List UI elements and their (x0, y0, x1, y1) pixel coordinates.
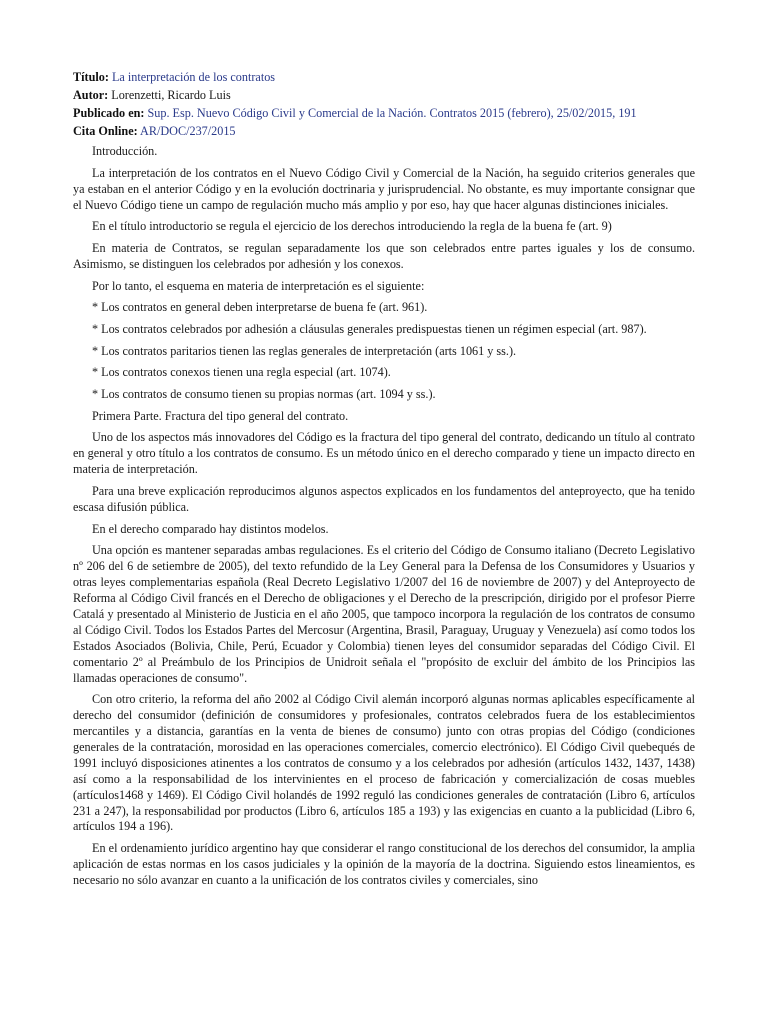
paragraph: En el ordenamiento jurídico argentino hay que considerar el rango constitucional de los derechos del consumidor, la amplia aplicación de estas normas en los casos judiciales y la opinión de la mayoría de la doctrina. Siguiendo estos lineamientos, es necesario no sólo avanzar en cuanto a la unificación de los contratos civiles y comerciales, sino (73, 841, 695, 887)
document-metadata (73, 68, 695, 140)
list-item: * Los contratos en general deben interpretarse de buena fe (art. 961). (92, 300, 428, 315)
paragraph: Una opción es mantener separadas ambas regulaciones. Es el criterio del Código de Consumo italiano (Decreto Legislativo nº 206 del 6 de setiembre de 2005), del texto refundido de la Ley General para la Defensa de los Consumidores y Usuarios y otras leyes complementarias española (Real Decreto Legislativo 1/2007 del 16 de noviembre de 2007) y del Anteproyecto de Reforma al Código Civil francés en el Derecho de obligaciones y el Derecho de la prescripción, dirigido por el profesor Pierre Catalá y presentado al Ministerio de Justicia en el año 2005, que tampoco incorpora la regulación de los contratos de consumo al Código Civil. Todos los Estados Partes del Mercosur (Argentina, Brasil, Paraguay, Uruguay y Venezuela) así como todos los Estados Asociados (Bolivia, Chile, Perú, Ecuador y Colombia) tienen leyes del consumidor separadas del Código Civil. El comentario 2º al Preámbulo de los Principios de Unidroit señala el "propósito de excluir del ámbito de los Principios las llamadas operaciones de consumo". (73, 543, 695, 685)
meta-citation-value[interactable]: AR/DOC/237/2015 (140, 124, 236, 138)
meta-title-value[interactable]: La interpretación de los contratos (111, 70, 276, 84)
meta-author-label: Autor: (73, 88, 109, 102)
meta-published (73, 104, 695, 122)
document-body (73, 144, 695, 889)
meta-title-label: Título: (73, 70, 109, 84)
section-heading: Primera Parte. Fractura del tipo general del contrato. (92, 408, 349, 423)
paragraph: En el título introductorio se regula el ejercicio de los derechos introduciendo la regla de la buena fe (art. 9) (92, 219, 612, 234)
meta-citation (73, 122, 695, 140)
list-item: * Los contratos de consumo tienen su propias normas (art. 1094 y ss.). (92, 387, 436, 402)
paragraph: La interpretación de los contratos en el Nuevo Código Civil y Comercial de la Nación, ha seguido criterios generales que ya estaban en el anterior Código y en la evolución doctrinaria y jurisprudencial. No obstante, es muy importante consignar que el Nuevo Código tiene un campo de regulación mucho más amplio y por eso, hay que hacer algunas distinciones iniciales. (73, 165, 695, 212)
paragraph: Por lo tanto, el esquema en materia de interpretación es el siguiente: (92, 278, 425, 293)
document-page (73, 68, 695, 895)
paragraph: Introducción. (92, 144, 158, 158)
list-item: * Los contratos paritarios tienen las reglas generales de interpretación (arts 1061 y ss.). (92, 343, 517, 358)
paragraph: Uno de los aspectos más innovadores del Código es la fractura del tipo general del contrato, dedicando un título al contrato en general y otro título a los contratos de consumo. Es un método único en el derecho comparado y tiene un impacto directo en materia de interpretación. (73, 430, 695, 477)
meta-author (73, 86, 695, 104)
meta-published-value[interactable]: Sup. Esp. Nuevo Código Civil y Comercial de la Nación. Contratos 2015 (febrero), 25/02/2015, 191 (147, 106, 637, 120)
paragraph: Para una breve explicación reproducimos algunos aspectos explicados en los fundamentos del anteproyecto, que ha tenido escasa difusión pública. (73, 483, 695, 514)
list-item: * Los contratos celebrados por adhesión a cláusulas generales predispuestas tienen un régimen especial (art. 987). (92, 321, 647, 336)
meta-citation-label: Cita Online: (73, 124, 138, 138)
meta-published-label: Publicado en: (73, 106, 145, 120)
list-item: * Los contratos conexos tienen una regla especial (art. 1074). (92, 365, 391, 380)
paragraph: En materia de Contratos, se regulan separadamente los que son celebrados entre partes iguales y los de consumo. Asimismo, se distinguen los celebrados por adhesión y los conexos. (73, 240, 695, 271)
meta-title (73, 68, 695, 86)
paragraph: En el derecho comparado hay distintos modelos. (92, 521, 329, 536)
meta-author-value[interactable]: Lorenzetti, Ricardo Luis (111, 88, 231, 102)
paragraph: Con otro criterio, la reforma del año 2002 al Código Civil alemán incorporó algunas normas aplicables específicamente al derecho del consumidor (definición de consumidores y profesionales, contratos celebrados fuera de los establecimientos mercantiles y a distancia, garantías en la venta de bienes de consumo) junto con otras propias del Código (condiciones generales de la contratación, morosidad en las operaciones comerciales, comercio electrónico). El Código Civil quebequés de 1991 incluyó disposiciones atinentes a los contratos de consumo y a los celebrados por adhesión (artículos 1432, 1437, 1438) así como a la responsabilidad de los intervinientes en el proceso de fabricación y comercialización de cosas muebles (artículos1468 y 1469). El Código Civil holandés de 1992 reguló las condiciones generales de contratación (Libro 6, artículos 231 a 247), la responsabilidad por productos (Libro 6, artículos 185 a 193) y las exigencias en cuanto a la publicidad (Libro 6, artículos 194 a 196). (73, 692, 695, 834)
